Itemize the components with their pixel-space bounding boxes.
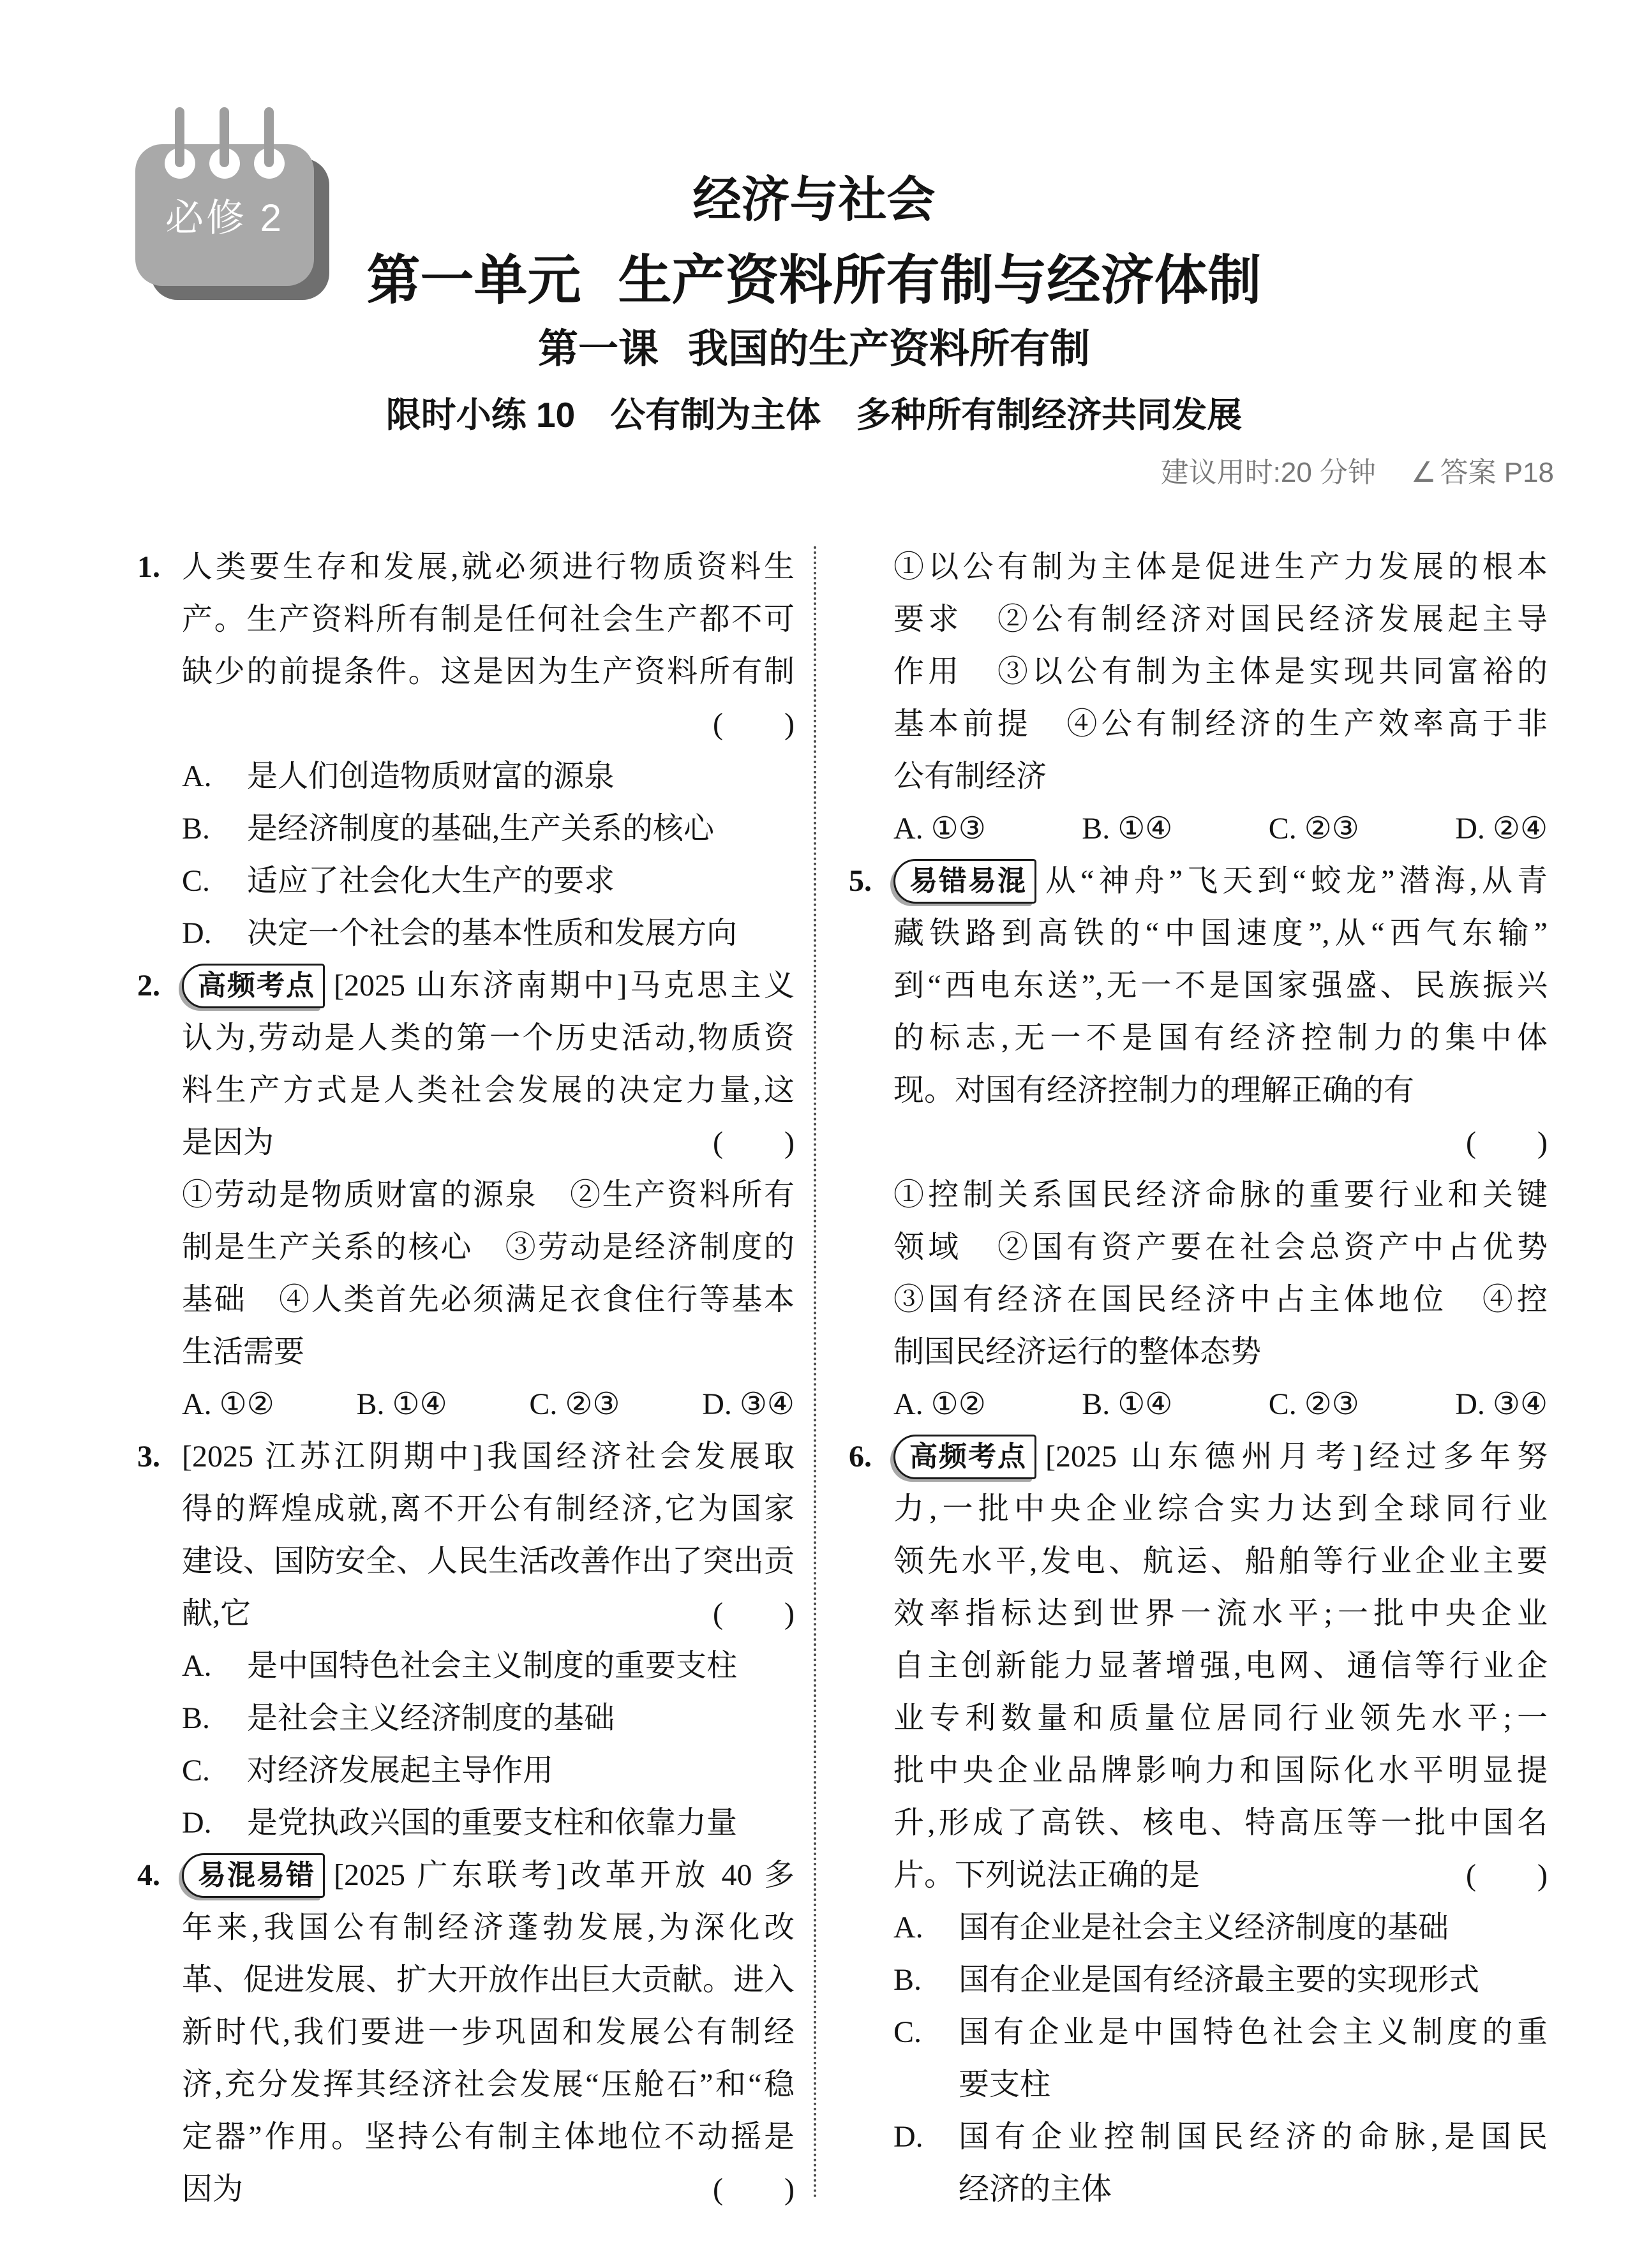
option-item	[182, 1745, 795, 1797]
practice-title: 限时小练 10 公有制为主体 多种所有制经济共同发展	[385, 395, 1243, 435]
unit-title-prefix: 第一单元	[366, 251, 581, 311]
option-body	[959, 1902, 1548, 1954]
question-line: ③国有经济在国民经济中占主体地位 ④控	[893, 1283, 1548, 1317]
option-label: A.	[893, 1911, 923, 1944]
option-line: 是党执政兴国的重要支柱和依靠力量	[247, 1806, 738, 1840]
left-column	[137, 541, 795, 2216]
question-line	[182, 960, 795, 1012]
question-line: 生活需要	[182, 1335, 305, 1369]
question-text: [2025 广东联考]改革开放 40 多	[334, 1858, 795, 1892]
question-line	[893, 1849, 1548, 1902]
meta-line	[1161, 449, 1554, 490]
book-title: 经济与社会	[692, 174, 936, 227]
question-line: 新时代,我们要进一步巩固和发展公有制经	[182, 2015, 795, 2049]
question-line	[893, 855, 1548, 907]
option-item	[182, 1640, 795, 1692]
option-line: 适应了社会化大生产的要求	[247, 864, 615, 898]
question-line: 力,一批中央企业综合实力达到全球同行业	[893, 1492, 1548, 1526]
question-text: 片。下列说法正确的是	[893, 1858, 1200, 1892]
question-number: 3.	[137, 1440, 160, 1473]
answer-bracket: ( )	[713, 1126, 795, 1160]
topic-tag-badge: 高频考点	[182, 964, 325, 1008]
question-body	[182, 1431, 795, 1849]
option-label: A.	[182, 759, 212, 793]
option-row	[182, 1378, 795, 1431]
question-item	[137, 1431, 795, 1849]
question-body	[893, 1431, 1548, 2216]
option-label: C.	[182, 1754, 211, 1787]
option-item	[182, 907, 795, 960]
option-line: 是经济制度的基础,生产关系的核心	[247, 812, 715, 846]
question-text: [2025 山东济南期中]马克思主义	[334, 969, 795, 1003]
option-body	[247, 1797, 795, 1849]
question-item	[849, 1431, 1548, 2216]
question-line: 建设、国防安全、人民生活改善作出了突出贡	[182, 1544, 795, 1578]
option-label: C.	[893, 2015, 922, 2049]
question-text: 因为	[182, 2172, 244, 2206]
question-line: 到“西电东送”,无一不是国家强盛、民族振兴	[893, 969, 1548, 1003]
question-line: 升,形成了高铁、核电、特高压等一批中国名	[893, 1806, 1548, 1840]
lesson-title	[0, 317, 1628, 375]
option-label: B.	[182, 1701, 211, 1735]
question-line: 产。生产资料所有制是任何社会生产都不可	[182, 602, 795, 636]
option-body	[959, 2006, 1548, 2111]
question-line: 得的辉煌成就,离不开公有制经济,它为国家	[182, 1492, 795, 1526]
question-line: 年来,我国公有制经济蓬勃发展,为深化改	[182, 1911, 795, 1944]
option-cell: A. ①③	[893, 812, 986, 846]
option-cell: C. ②③	[529, 1387, 620, 1421]
question-line: ①以公有制为主体是促进生产力发展的根本	[893, 550, 1548, 584]
option-body	[247, 1640, 795, 1692]
option-cell: B. ①④	[356, 1387, 447, 1421]
unit-title	[0, 237, 1628, 315]
question-number: 1.	[137, 550, 160, 584]
question-line: 自主创新能力显著增强,电网、通信等行业企	[893, 1649, 1548, 1683]
option-item	[893, 1902, 1548, 1954]
question-line	[182, 2163, 795, 2216]
question-body	[893, 855, 1548, 1431]
option-cell: B. ①④	[1082, 812, 1173, 846]
question-line: 济,充分发挥其经济社会发展“压舱石”和“稳	[182, 2068, 795, 2101]
lesson-title-text: 我国的生产资料所有制	[688, 327, 1090, 371]
right-column	[849, 541, 1548, 2216]
question-line	[182, 698, 795, 750]
question-number: 5.	[849, 864, 872, 898]
unit-title-text: 生产资料所有制与经济体制	[618, 251, 1262, 311]
question-text: 献,它	[182, 1597, 251, 1630]
option-item	[893, 2111, 1548, 2216]
answer-bracket: ( )	[1466, 1858, 1548, 1892]
question-line: 基础 ④人类首先必须满足衣食住行等基本	[182, 1283, 795, 1317]
option-label: D.	[182, 1806, 212, 1840]
question-body	[893, 541, 1548, 855]
question-item	[137, 1849, 795, 2216]
topic-tag-badge: 高频考点	[893, 1435, 1036, 1479]
question-item	[137, 541, 795, 960]
column-divider	[814, 546, 816, 2199]
option-item	[182, 803, 795, 855]
option-item	[182, 1797, 795, 1849]
question-line: 效率指标达到世界一流水平;一批中央企业	[893, 1597, 1548, 1630]
question-item	[137, 960, 795, 1431]
option-cell: C. ②③	[1268, 1387, 1359, 1421]
option-body	[247, 750, 795, 803]
option-body	[247, 1745, 795, 1797]
option-line: 是社会主义经济制度的基础	[247, 1701, 615, 1735]
angle-icon: ∠	[1411, 457, 1437, 488]
question-line: 料生产方式是人类社会发展的决定力量,这	[182, 1073, 795, 1107]
question-line: [2025 江苏江阴期中]我国经济社会发展取	[182, 1440, 795, 1473]
question-line: 革、促进发展、扩大开放作出巨大贡献。进入	[182, 1963, 795, 1997]
option-cell: B. ①④	[1082, 1387, 1173, 1421]
option-line: 对经济发展起主导作用	[247, 1754, 554, 1787]
option-body	[247, 803, 795, 855]
question-line	[893, 1117, 1548, 1169]
question-line: 要求 ②公有制经济对国民经济发展起主导	[893, 602, 1548, 636]
topic-tag-badge: 易混易错	[182, 1853, 325, 1898]
question-body	[182, 1849, 795, 2216]
question-line: 认为,劳动是人类的第一个历史活动,物质资	[182, 1021, 795, 1055]
question-line: 现。对国有经济控制力的理解正确的有	[893, 1073, 1415, 1107]
question-line	[893, 1431, 1548, 1483]
option-label: C.	[182, 864, 211, 898]
option-label: A.	[182, 1649, 212, 1683]
topic-tag-badge: 易错易混	[893, 859, 1036, 904]
option-item	[182, 750, 795, 803]
option-label: D.	[182, 916, 212, 950]
question-line: 公有制经济	[893, 759, 1047, 793]
question-text: 从“神舟”飞天到“蛟龙”潜海,从青	[1045, 864, 1548, 898]
answer-bracket: ( )	[713, 1597, 795, 1630]
option-body	[959, 1954, 1548, 2006]
question-line: 定器”作用。坚持公有制主体地位不动摇是	[182, 2120, 795, 2154]
question-number: 2.	[137, 969, 160, 1003]
option-cell: D. ②④	[1455, 812, 1548, 846]
option-item	[893, 2006, 1548, 2111]
question-body	[182, 960, 795, 1431]
question-number: 6.	[849, 1440, 872, 1473]
option-row	[893, 803, 1548, 855]
answer-bracket: ( )	[1466, 1126, 1548, 1160]
option-item	[893, 1954, 1548, 2006]
question-line: 缺少的前提条件。这是因为生产资料所有制	[182, 655, 795, 689]
question-line: 领先水平,发电、航运、船舶等行业企业主要	[893, 1544, 1548, 1578]
question-item	[849, 855, 1548, 1431]
option-label: B.	[182, 812, 211, 846]
question-number: 4.	[137, 1858, 160, 1892]
option-line: 决定一个社会的基本性质和发展方向	[247, 916, 738, 950]
question-line: 基本前提 ④公有制经济的生产效率高于非	[893, 707, 1548, 741]
question-item	[849, 541, 1548, 855]
question-line: ①控制关系国民经济命脉的重要行业和关键	[893, 1178, 1548, 1212]
question-line: 制国民经济运行的整体态势	[893, 1335, 1262, 1369]
option-line: 是中国特色社会主义制度的重要支柱	[247, 1649, 738, 1683]
option-line: 国有企业是国有经济最主要的实现形式	[959, 1963, 1480, 1997]
suggested-time: 建议用时:20 分钟	[1160, 457, 1377, 488]
option-item	[182, 1692, 795, 1745]
option-label: D.	[893, 2120, 923, 2154]
option-cell: D. ③④	[702, 1387, 795, 1421]
answer-ref-text: 答案 P18	[1440, 457, 1554, 488]
question-text: [2025 山东德州月考]经过多年努	[1045, 1440, 1548, 1473]
question-line: 作用 ③以公有制为主体是实现共同富裕的	[893, 655, 1548, 689]
option-body	[959, 2111, 1548, 2216]
option-line: 是人们创造物质财富的源泉	[247, 759, 615, 793]
option-body	[247, 907, 795, 960]
question-line: 业专利数量和质量位居同行业领先水平;一	[893, 1701, 1548, 1735]
question-line: 领域 ②国有资产要在社会总资产中占优势	[893, 1230, 1548, 1264]
option-line: 国有企业控制国民经济的命脉,是国民	[959, 2120, 1548, 2154]
option-body	[247, 1692, 795, 1745]
option-cell: C. ②③	[1268, 812, 1359, 846]
module-badge-label: 必修 2	[165, 197, 285, 239]
question-line: 人类要生存和发展,就必须进行物质资料生	[182, 550, 795, 584]
question-line	[182, 1117, 795, 1169]
option-line: 国有企业是社会主义经济制度的基础	[959, 1911, 1449, 1944]
question-line: 批中央企业品牌影响力和国际化水平明显提	[893, 1754, 1548, 1787]
option-line: 经济的主体	[959, 2172, 1112, 2206]
option-line: 国有企业是中国特色社会主义制度的重	[959, 2015, 1548, 2049]
option-item	[182, 855, 795, 907]
option-body	[247, 855, 795, 907]
option-cell: A. ①②	[893, 1387, 986, 1421]
question-line	[182, 1588, 795, 1640]
option-line: 要支柱	[959, 2068, 1051, 2101]
question-body	[182, 541, 795, 960]
option-cell: D. ③④	[1455, 1387, 1548, 1421]
question-line	[182, 1849, 795, 1902]
question-line: 的标志,无一不是国有经济控制力的集中体	[893, 1021, 1548, 1055]
question-text: 是因为	[182, 1126, 274, 1160]
question-line: 藏铁路到高铁的“中国速度”,从“西气东输”	[893, 916, 1548, 950]
option-cell: A. ①②	[182, 1387, 274, 1421]
answer-bracket: ( )	[713, 2172, 795, 2206]
lesson-title-prefix: 第一课	[538, 327, 659, 371]
question-line: 制是生产关系的核心 ③劳动是经济制度的	[182, 1230, 795, 1264]
option-label: B.	[893, 1963, 922, 1997]
answer-bracket: ( )	[713, 707, 795, 741]
option-row	[893, 1378, 1548, 1431]
question-line: ①劳动是物质财富的源泉 ②生产资料所有	[182, 1178, 795, 1212]
answer-ref	[1411, 457, 1554, 488]
